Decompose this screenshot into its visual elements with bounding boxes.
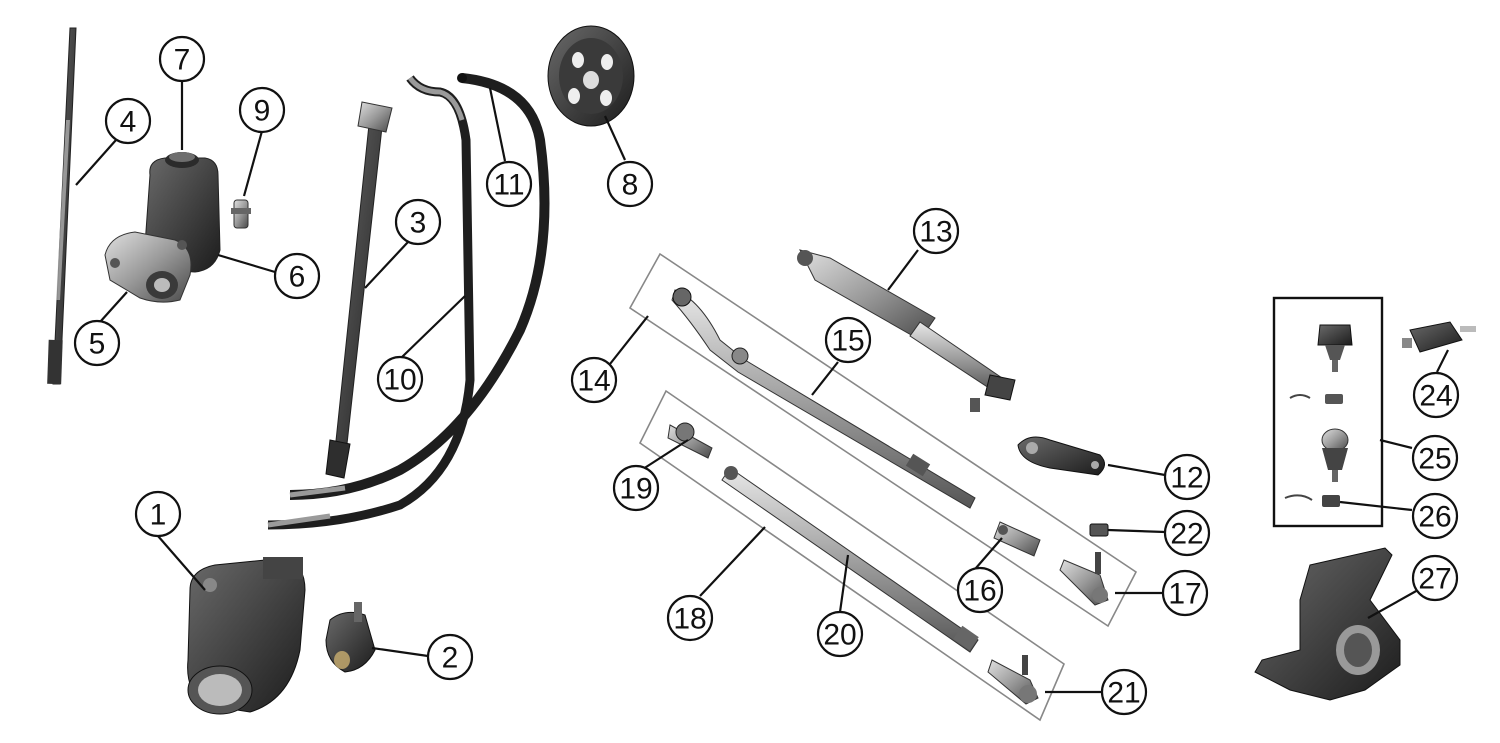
- callout-5: [75, 321, 119, 365]
- callout-21-label: 21: [1107, 676, 1141, 710]
- callout-7-label: 7: [173, 43, 191, 77]
- power-steering-pump-part: [105, 152, 220, 302]
- tie-rod-end-part: [1060, 552, 1108, 605]
- callout-20-label: 20: [823, 618, 857, 652]
- callout-4: [106, 99, 150, 143]
- callout-17: [1163, 571, 1207, 615]
- callout-1: [136, 492, 180, 536]
- callout-1-label: 1: [149, 498, 167, 532]
- callout-8-label: 8: [621, 168, 639, 202]
- callout-3-label: 3: [409, 206, 427, 240]
- castle-nut-part: [1090, 524, 1108, 536]
- callout-6-label: 6: [288, 260, 306, 294]
- pulley-part: [548, 26, 634, 126]
- callout-16-label: 16: [963, 574, 997, 608]
- callout-12-label: 12: [1170, 461, 1204, 495]
- steering-knuckle-part: [1255, 548, 1400, 700]
- callout-12: [1165, 455, 1209, 499]
- callout-14-label: 14: [577, 364, 611, 398]
- callout-25: [1413, 436, 1457, 480]
- callout-20: [818, 612, 862, 656]
- callout-18: [668, 596, 712, 640]
- tie-rod-end-right-part: [988, 655, 1038, 704]
- callout-13-label: 13: [919, 215, 953, 249]
- callout-10: [378, 357, 422, 401]
- callout-14: [572, 358, 616, 402]
- fitting-part: [231, 200, 251, 228]
- callout-25-label: 25: [1418, 442, 1452, 476]
- callout-13: [914, 209, 958, 253]
- callout-15: [826, 318, 870, 362]
- pitman-arm-part: [1018, 437, 1105, 475]
- callout-27-label: 27: [1418, 562, 1452, 596]
- callout-22: [1165, 511, 1209, 555]
- callout-2: [428, 635, 472, 679]
- callout-3: [396, 200, 440, 244]
- pressure-hose-part: [268, 73, 545, 525]
- callout-24-label: 24: [1419, 379, 1453, 413]
- callout-9: [240, 88, 284, 132]
- steering-boot-part: [326, 602, 375, 672]
- callout-8: [608, 162, 652, 206]
- sensor-part: [1402, 322, 1476, 352]
- callout-21: [1102, 670, 1146, 714]
- callout-17-label: 17: [1168, 577, 1202, 611]
- callout-19: [614, 466, 658, 510]
- callout-24: [1414, 373, 1458, 417]
- callout-26-label: 26: [1418, 500, 1452, 534]
- callout-16: [958, 568, 1002, 612]
- callout-2-label: 2: [441, 641, 459, 675]
- callout-9-label: 9: [253, 94, 271, 128]
- callout-26: [1413, 494, 1457, 538]
- steering-gear-part: [188, 557, 305, 714]
- lower-ball-joint-part: [1285, 429, 1348, 507]
- steering-shaft-part: [47, 28, 76, 384]
- callout-15-label: 15: [831, 324, 865, 358]
- callout-10-label: 10: [383, 363, 417, 397]
- callout-27: [1413, 556, 1457, 600]
- callout-22-label: 22: [1170, 517, 1204, 551]
- callout-6: [275, 254, 319, 298]
- intermediate-shaft-part: [326, 102, 392, 478]
- callout-11-label: 11: [493, 168, 525, 202]
- callout-5-label: 5: [88, 327, 106, 361]
- callout-7: [160, 37, 204, 81]
- callout-18-label: 18: [673, 602, 707, 636]
- upper-ball-joint-part: [1290, 325, 1352, 404]
- callout-11: [487, 162, 531, 206]
- tie-rod-end-left-part: [668, 423, 712, 458]
- callout-4-label: 4: [119, 105, 137, 139]
- callout-19-label: 19: [619, 472, 653, 506]
